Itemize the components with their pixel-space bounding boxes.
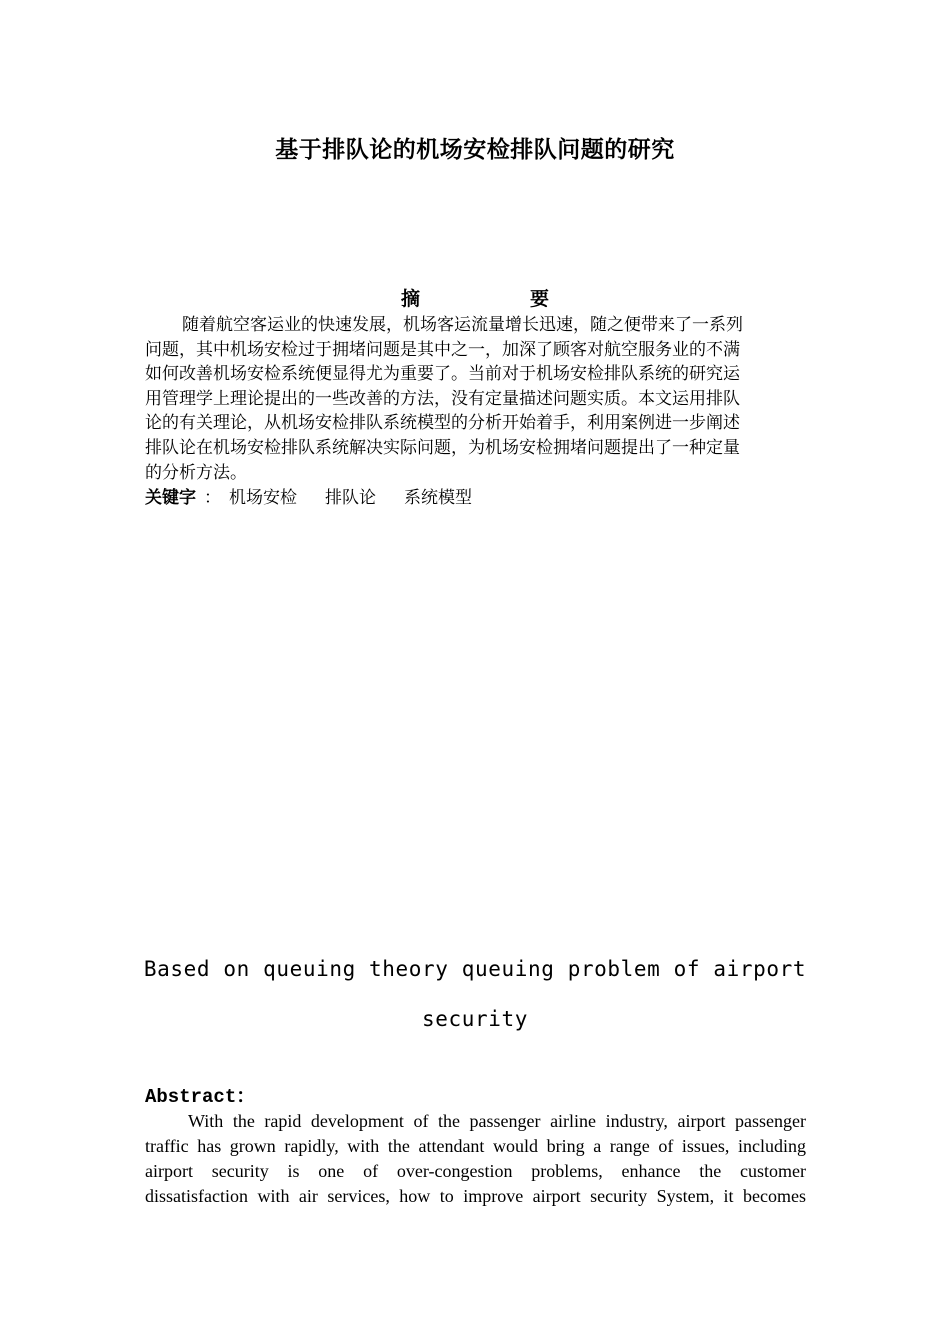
abstract-line: 排队论在机场安检排队系统解决实际问题，为机场安检拥堵问题提出了一种定量: [145, 437, 740, 458]
chinese-title: 基于排队论的机场安检排队问题的研究: [275, 137, 675, 163]
abstract-line: 用管理学上理论提出的一些改善的方法，没有定量描述问题实质。本文运用排队: [145, 388, 740, 409]
keywords-label: 关键字: [145, 488, 196, 508]
abstract-line: 如何改善机场安检系统便显得尤为重要了。当前对于机场安检排队系统的研究运: [145, 364, 740, 385]
english-title-line-2: security: [422, 1007, 528, 1031]
chinese-abstract-body: [145, 313, 807, 485]
keyword-item: 排队论: [325, 488, 376, 508]
abstract-line: 论的有关理论，从机场安检排队系统模型的分析开始着手，利用案例进一步阐述: [145, 413, 740, 434]
english-title-line-1: Based on queuing theory queuing problem of airport: [143, 957, 807, 981]
keyword-item: 机场安检: [229, 488, 297, 508]
english-title: [0, 944, 950, 1044]
chinese-keywords: [145, 486, 807, 510]
english-abstract-label: Abstract：: [145, 1086, 256, 1108]
chinese-abstract-heading: [0, 286, 950, 312]
english-abstract-line: airport security is one of over-congestion problems, enhance the customer: [145, 1161, 806, 1181]
english-abstract-line: traffic has grown rapidly, with the attendant would bring a range of issues, including: [145, 1136, 806, 1156]
keywords-colon: ：: [204, 488, 221, 508]
abstract-line: 随着航空客运业的快速发展，机场客运流量增长迅速，随之便带来了一系列: [182, 315, 743, 335]
abstract-line: 问题，其中机场安检过于拥堵问题是其中之一，加深了顾客对航空服务业的不满: [145, 339, 740, 360]
abstract-heading-char-1: 摘: [400, 288, 420, 310]
keyword-item: 系统模型: [404, 488, 472, 508]
english-abstract-body: [145, 1109, 806, 1209]
english-abstract-line: dissatisfaction with air services, how to improve airport security System, it becomes: [145, 1186, 806, 1206]
abstract-heading-char-2: 要: [530, 288, 550, 310]
english-abstract-line: With the rapid development of the passenger airline industry, airport passenger: [188, 1111, 806, 1131]
abstract-line: 的分析方法。: [145, 462, 247, 483]
